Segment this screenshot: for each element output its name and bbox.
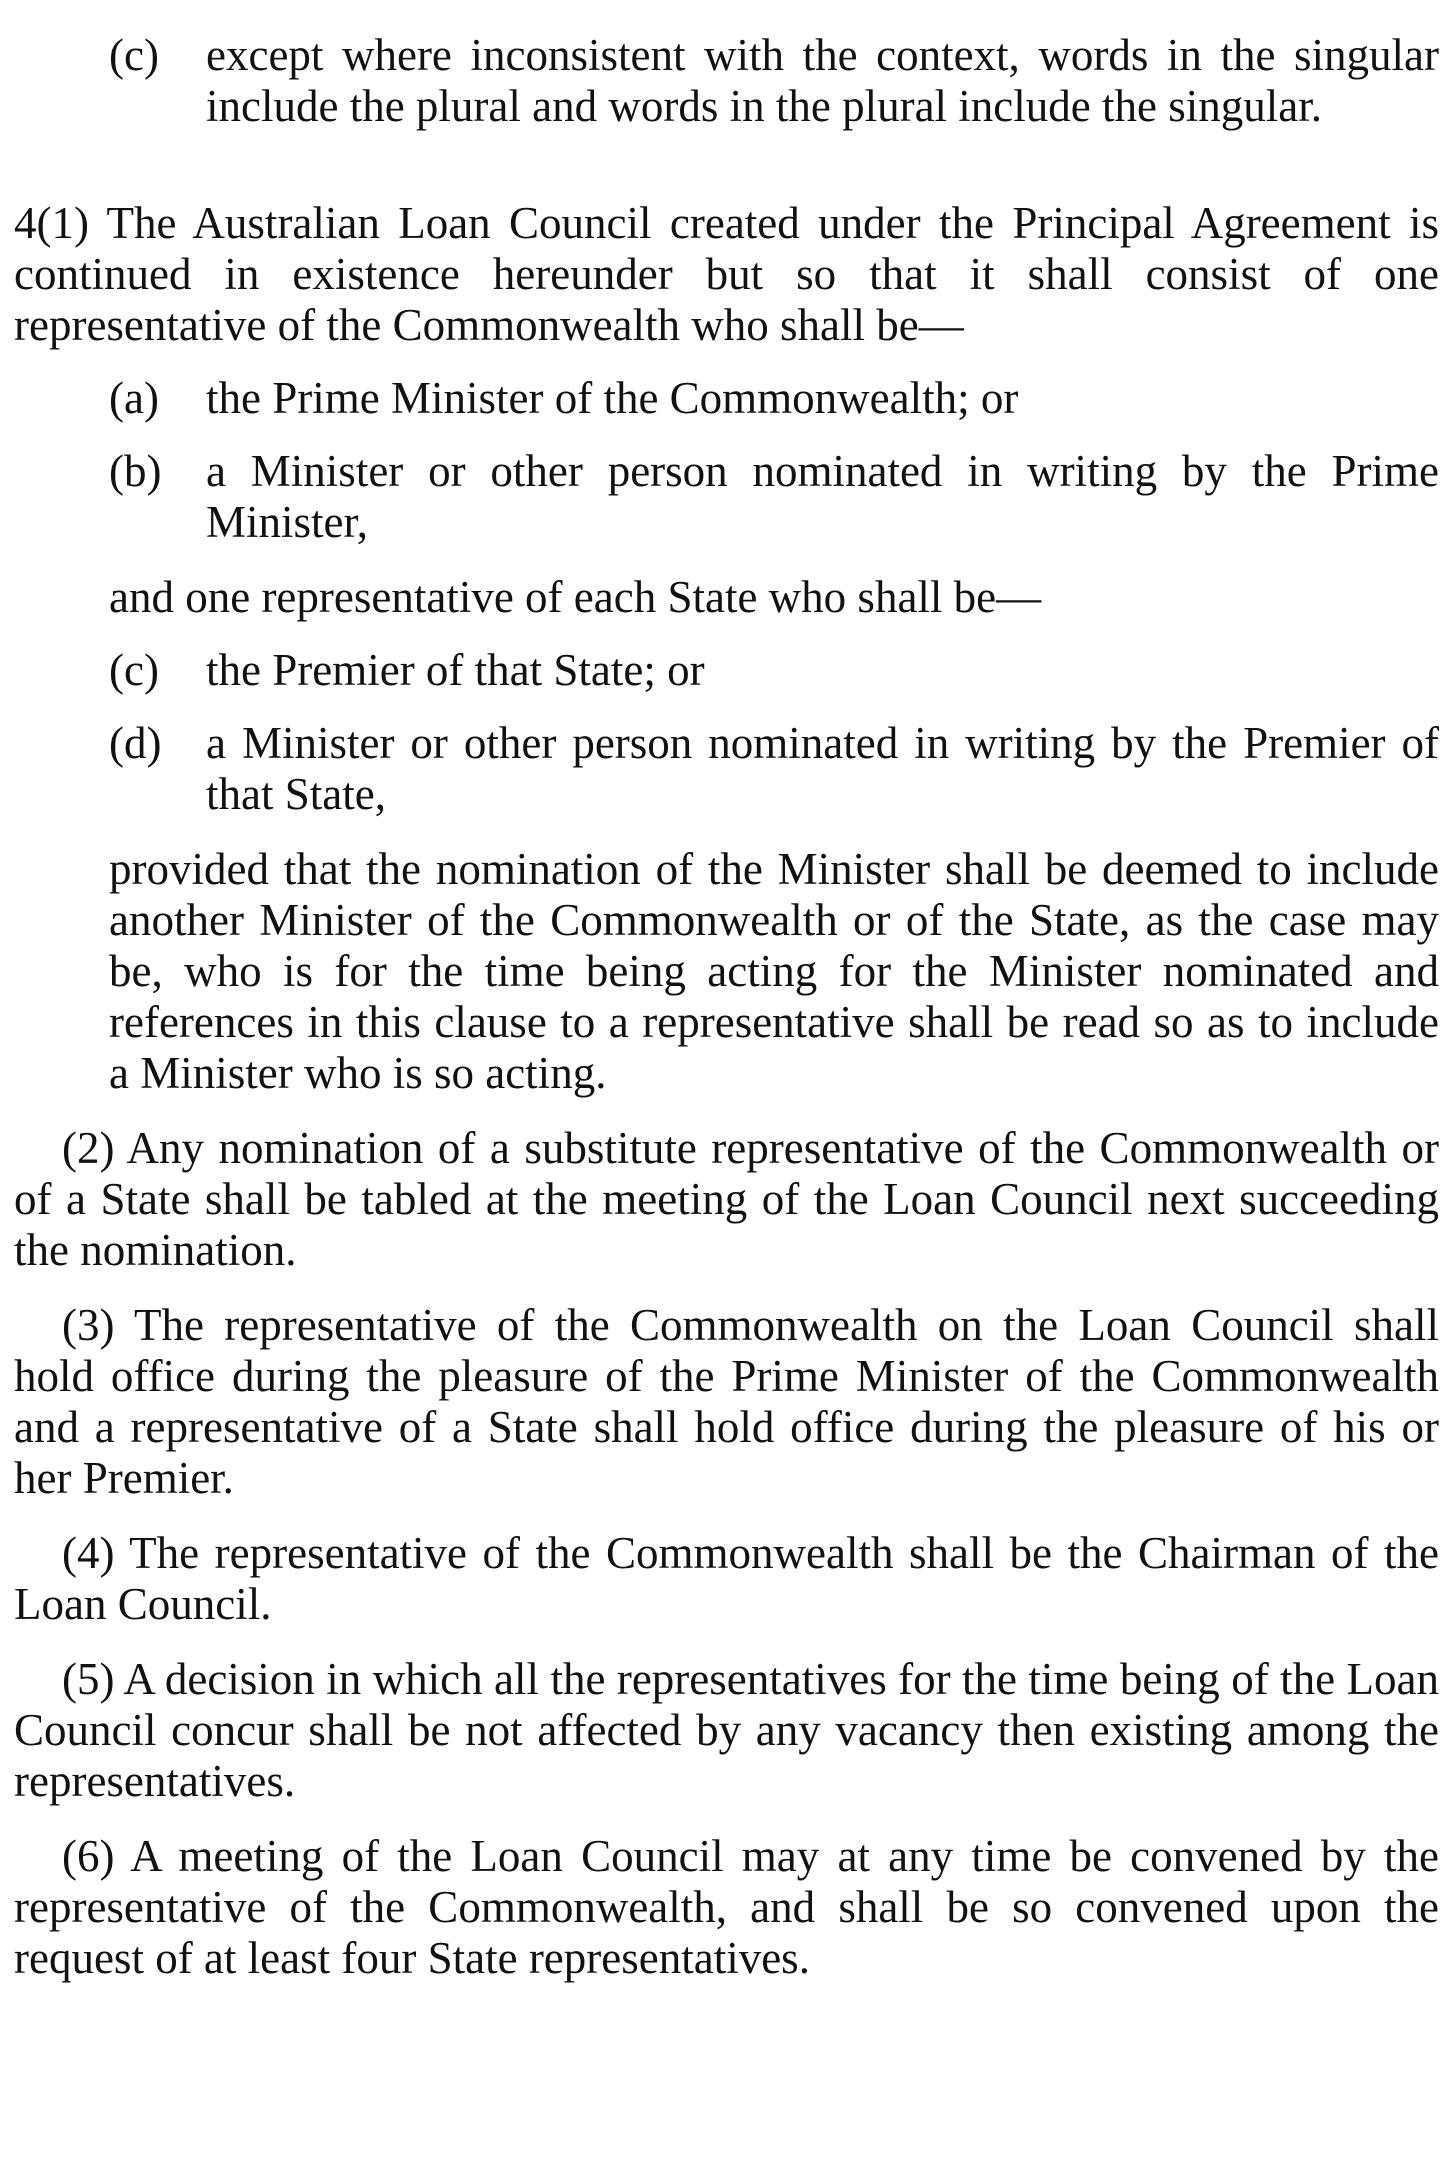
item-label: (b) — [109, 446, 162, 496]
item-label: (c) — [109, 645, 159, 695]
document-page — [14, 30, 1439, 1984]
item-text: the Premier of that State; or — [206, 645, 705, 695]
subclause-2: (2) Any nomination of a substitute representative of the Commonwealth or of a State shall be tabled at the meeting of the Loan Council next succeeding the nomination. — [14, 1123, 1439, 1275]
item-text: except where inconsistent with the context, words in the singular include the plural and words in the plural include the singular. — [206, 30, 1439, 131]
item-label: (c) — [109, 30, 159, 80]
subclause-5: (5) A decision in which all the representatives for the time being of the Loan Council concur shall be not affected by any vacancy then existing among the representatives. — [14, 1654, 1439, 1806]
subclause-6: (6) A meeting of the Loan Council may at any time be convened by the representative of the Commonwealth, and shall be so convened upon the request of at least four State representatives. — [14, 1831, 1439, 1983]
item-label: (a) — [109, 373, 159, 423]
list-item-c-definitions — [14, 30, 1439, 132]
item-label: (d) — [109, 718, 162, 768]
list-item-c — [14, 645, 1439, 696]
list-item-a — [14, 373, 1439, 424]
subclause-3: (3) The representative of the Commonwealth on the Loan Council shall hold office during the pleasure of the Prime Minister of the Commonwealth and a representative of a State shall hold office during the pleasure of his or her Premier. — [14, 1300, 1439, 1503]
clause-4-1-intro: 4(1) The Australian Loan Council created under the Principal Agreement is continued in existence hereunder but so that it shall consist of one representative of the Commonwealth who shall be— — [14, 198, 1439, 350]
list-item-b — [14, 446, 1439, 548]
item-text: a Minister or other person nominated in writing by the Premier of that State, — [206, 718, 1439, 819]
proviso: provided that the nomination of the Minister shall be deemed to include another Minister of the Commonwealth or of the State, as the case may be, who is for the time being acting for the Minister nominated and references in this clause to a representative shall be read so as to include a Minister who is so acting. — [109, 844, 1439, 1098]
list-item-d — [14, 718, 1439, 820]
item-text: a Minister or other person nominated in writing by the Prime Minister, — [206, 446, 1439, 547]
item-text: the Prime Minister of the Commonwealth; or — [206, 373, 1019, 423]
subclause-4: (4) The representative of the Commonwealth shall be the Chairman of the Loan Council. — [14, 1528, 1439, 1629]
state-intro: and one representative of each State who shall be— — [109, 572, 1042, 622]
